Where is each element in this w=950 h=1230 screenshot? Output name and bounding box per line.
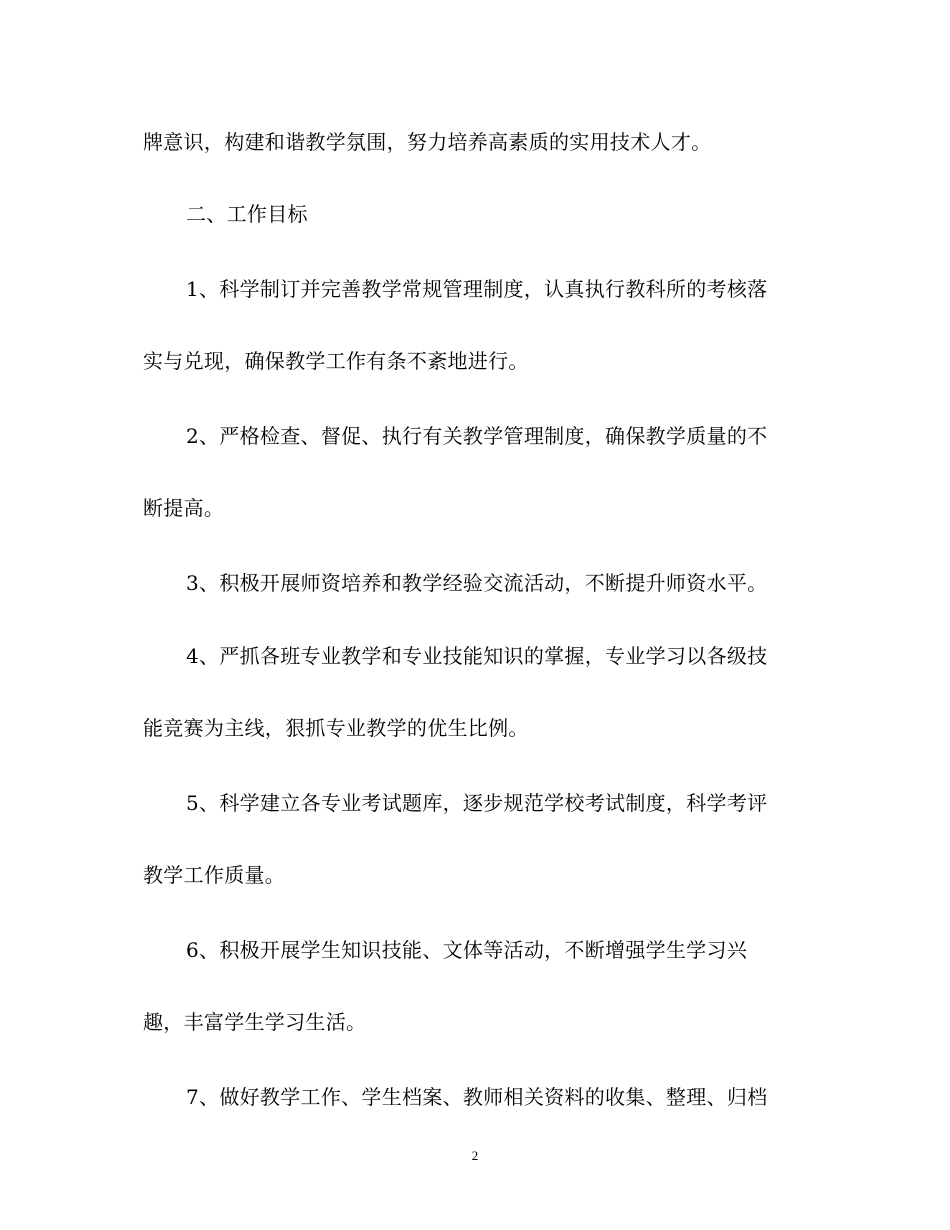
paragraph-line: 6、积极开展学生知识技能、文体等活动，不断增强学生学习兴 xyxy=(186,938,748,962)
paragraph-line: 能竞赛为主线，狠抓专业教学的优生比例。 xyxy=(143,716,529,740)
paragraph-line: 牌意识，构建和谐教学氛围，努力培养高素质的实用技术人才。 xyxy=(143,130,712,154)
paragraph-line: 断提高。 xyxy=(143,496,225,520)
paragraph-line: 3、积极开展师资培养和教学经验交流活动，不断提升师资水平。 xyxy=(186,571,768,595)
paragraph-line: 7、做好教学工作、学生档案、教师相关资料的收集、整理、归档 xyxy=(186,1085,768,1109)
paragraph-line: 教学工作质量。 xyxy=(143,863,286,887)
paragraph-line: 4、严抓各班专业教学和专业技能知识的掌握，专业学习以各级技 xyxy=(186,644,768,668)
paragraph-line: 5、科学建立各专业考试题库，逐步规范学校考试制度，科学考评 xyxy=(186,791,768,815)
paragraph-line: 2、严格检查、督促、执行有关教学管理制度，确保教学质量的不 xyxy=(186,424,768,448)
page-number: 2 xyxy=(471,1148,479,1163)
section-heading: 二、工作目标 xyxy=(186,202,308,226)
paragraph-line: 实与兑现，确保教学工作有条不紊地进行。 xyxy=(143,349,529,373)
paragraph-line: 1、科学制订并完善教学常规管理制度，认真执行教科所的考核落 xyxy=(186,277,768,301)
paragraph-line: 趣，丰富学生学习生活。 xyxy=(143,1010,367,1034)
